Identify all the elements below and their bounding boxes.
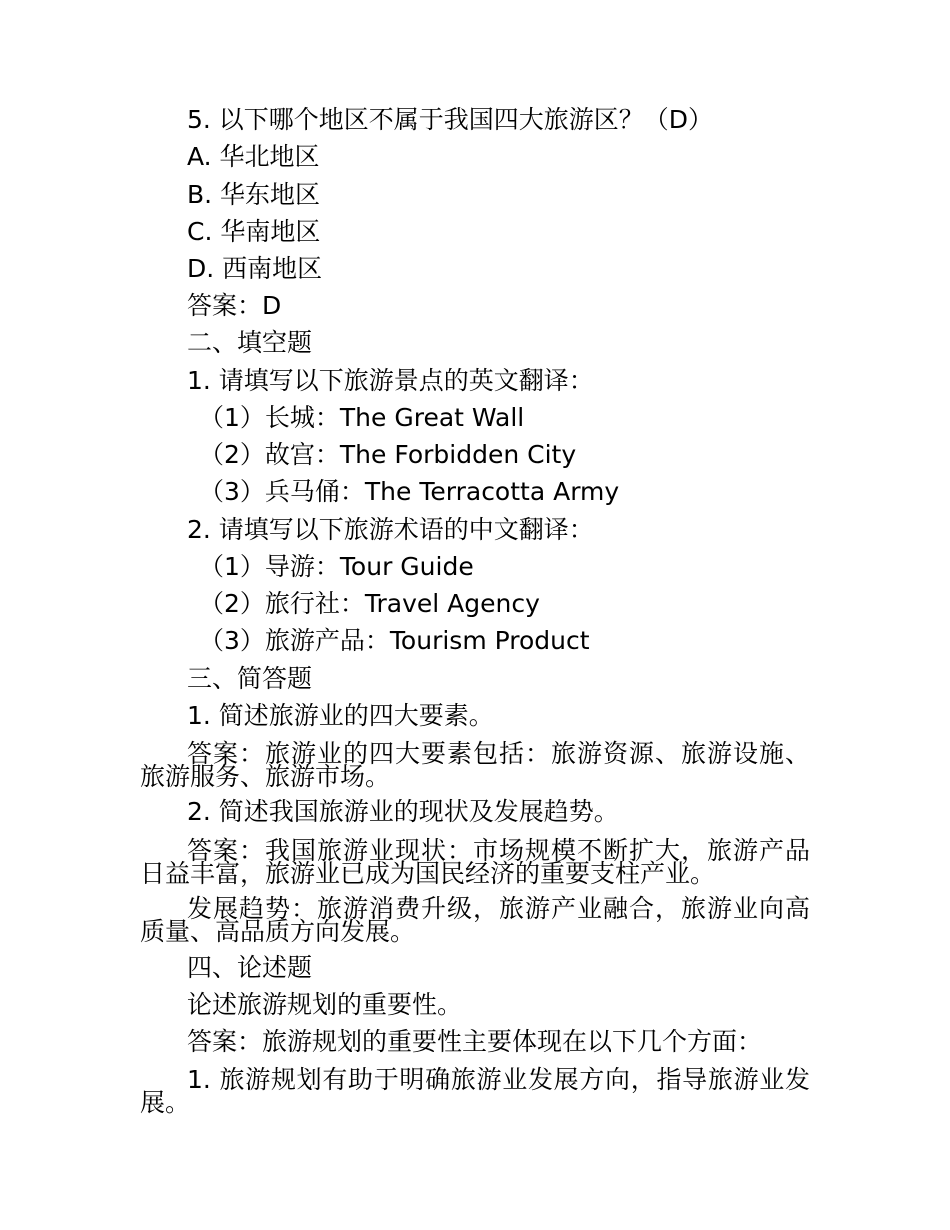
question-5: 5. 以下哪个地区不属于我国四大旅游区？（D） xyxy=(187,105,714,134)
fill-item-1-3: （3）兵马俑：The Terracotta Army xyxy=(199,477,620,506)
section-heading-essay: 四、论述题 xyxy=(187,953,313,982)
short-answer-2-trend: 发展趋势：旅游消费升级，旅游产业融合，旅游业向高质量、高品质方向发展。 xyxy=(140,894,810,946)
fill-item-1-1: （1）长城：The Great Wall xyxy=(199,403,525,432)
section-heading-short-answer: 三、简答题 xyxy=(187,664,313,693)
short-answer-2-status: 答案：我国旅游业现状：市场规模不断扩大，旅游产品日益丰富，旅游业已成为国民经济的重要支柱产业。 xyxy=(140,836,810,888)
option-b: B. 华东地区 xyxy=(187,180,321,209)
short-question-2: 2. 简述我国旅游业的现状及发展趋势。 xyxy=(187,797,619,826)
answer-q5: 答案：D xyxy=(187,291,282,320)
fill-question-1: 1. 请填写以下旅游景点的英文翻译： xyxy=(187,366,594,395)
fill-item-2-2: （2）旅行社：Travel Agency xyxy=(199,589,540,618)
option-c: C. 华南地区 xyxy=(187,217,321,246)
fill-item-2-1: （1）导游：Tour Guide xyxy=(199,552,474,581)
option-a: A. 华北地区 xyxy=(187,142,320,171)
short-question-1: 1. 简述旅游业的四大要素。 xyxy=(187,701,494,730)
option-d: D. 西南地区 xyxy=(187,254,323,283)
fill-item-2-3: （3）旅游产品：Tourism Product xyxy=(199,626,590,655)
essay-point-1: 1. 旅游规划有助于明确旅游业发展方向，指导旅游业发展。 xyxy=(140,1065,810,1117)
essay-answer-intro: 答案：旅游规划的重要性主要体现在以下几个方面： xyxy=(187,1027,763,1056)
short-answer-1: 答案：旅游业的四大要素包括：旅游资源、旅游设施、旅游服务、旅游市场。 xyxy=(140,739,810,791)
fill-item-1-2: （2）故宫：The Forbidden City xyxy=(199,440,577,469)
section-heading-fill-in: 二、填空题 xyxy=(187,328,313,357)
essay-question: 论述旅游规划的重要性。 xyxy=(187,990,463,1019)
fill-question-2: 2. 请填写以下旅游术语的中文翻译： xyxy=(187,515,594,544)
